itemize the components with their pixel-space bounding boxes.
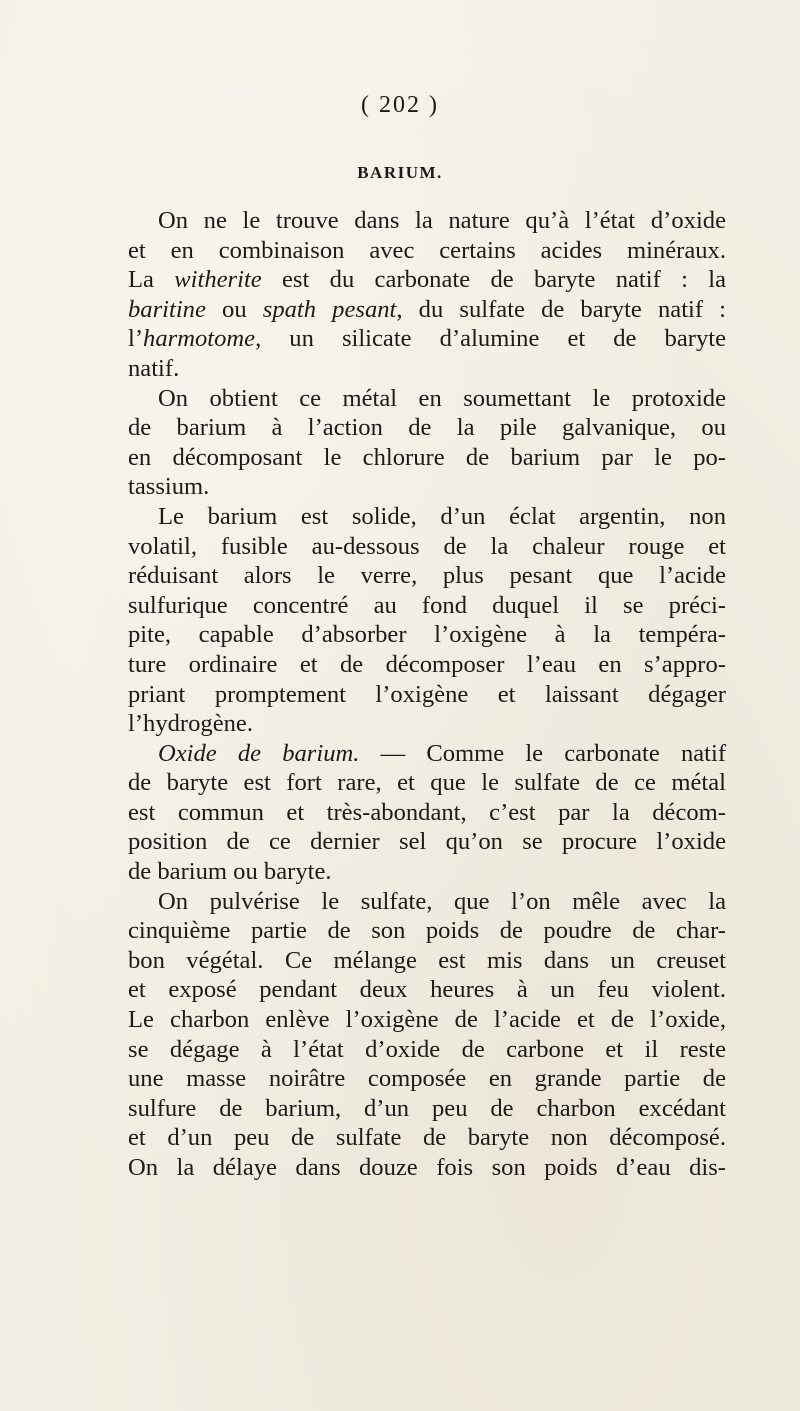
text-line [128, 532, 726, 562]
text-run: et d’un peu de sulfate de baryte non décomposé. [128, 1124, 726, 1152]
text-line [128, 946, 726, 976]
text-line [128, 591, 726, 621]
text-run: On obtient ce métal en soumettant le protoxide [158, 384, 726, 412]
text-run: , un silicate d’alumine et de baryte [255, 325, 726, 353]
text-run: l’hydrogène. [128, 710, 253, 738]
text-run: On ne le trouve dans la nature qu’à l’état d’oxide [158, 207, 726, 234]
text-run: et en combinaison avec certains acides minéraux. [128, 236, 726, 264]
paragraph [128, 887, 726, 1183]
text-line [128, 265, 726, 295]
text-line [128, 680, 726, 710]
paragraph [128, 739, 726, 887]
text-line [128, 295, 726, 325]
text-line [128, 887, 726, 917]
text-run: est commun et très-abondant, c’est par la décom- [128, 798, 726, 826]
paragraph [128, 384, 726, 502]
text-run: pite, capable d’absorber l’oxigène à la tempéra- [128, 621, 726, 649]
text-line [128, 1035, 726, 1065]
text-line [128, 650, 726, 680]
text-line [128, 1005, 726, 1035]
text-run: cinquième partie de son poids de poudre de char- [128, 917, 726, 945]
text-line [128, 413, 726, 443]
text-run: en décomposant le chlorure de barium par le po- [128, 443, 726, 471]
text-run: Le barium est solide, d’un éclat argentin, non [158, 502, 726, 530]
text-run: tassium. [128, 473, 210, 501]
text-line [128, 916, 726, 946]
text-run: une masse noirâtre composée en grande partie de [128, 1065, 726, 1093]
text-line [128, 354, 726, 384]
text-line [128, 443, 726, 473]
text-line [128, 561, 726, 591]
italic-text: witherite [174, 266, 262, 294]
text-line [128, 620, 726, 650]
text-run: bon végétal. Ce mélange est mis dans un creuset [128, 946, 726, 974]
text-run: natif. [128, 354, 180, 382]
text-run: On la délaye dans douze fois son poids d’eau dis- [128, 1154, 726, 1181]
text-run: On pulvérise le sulfate, que l’on mêle avec la [158, 887, 726, 915]
text-line [128, 768, 726, 798]
text-line [128, 206, 726, 236]
italic-text: baritine [128, 295, 206, 323]
text-run: volatil, fusible au-dessous de la chaleur rouge et [128, 532, 726, 560]
paragraph [128, 502, 726, 739]
text-line [128, 739, 726, 769]
text-run: de baryte est fort rare, et que le sulfate de ce métal [128, 769, 726, 797]
text-run: La [128, 266, 175, 294]
text-line [128, 1153, 726, 1183]
text-line [128, 975, 726, 1005]
paragraph [128, 206, 726, 384]
text-line [128, 502, 726, 532]
text-run: est du carbonate de baryte natif : la [261, 266, 726, 294]
text-run: de barium ou baryte. [128, 858, 332, 886]
text-line [128, 324, 726, 354]
text-line [128, 472, 726, 502]
text-run: sulfurique concentré au fond duquel il se préci- [128, 591, 726, 619]
text-run: sulfure de barium, d’un peu de charbon excédant [128, 1094, 726, 1122]
text-run: priant promptement l’oxigène et laissant dégager [128, 680, 726, 708]
text-run: — Comme le carbonate natif [359, 739, 727, 767]
text-line [128, 798, 726, 828]
italic-text: Oxide de barium. [158, 739, 360, 767]
italic-text: spath pesant [262, 295, 397, 323]
text-run: ture ordinaire et de décomposer l’eau en s’appro- [128, 650, 726, 678]
text-line [128, 1123, 726, 1153]
text-run: réduisant alors le verre, plus pesant que l’acide [128, 562, 726, 590]
text-run: , du sulfate de baryte natif : [396, 295, 727, 323]
page-number: ( 202 ) [361, 92, 439, 118]
text-line [128, 384, 726, 414]
text-run: Le charbon enlève l’oxigène de l’acide et de l’oxide, [128, 1006, 726, 1034]
text-run: se dégage à l’état d’oxide de carbone et il reste [128, 1035, 726, 1063]
text-line [128, 1064, 726, 1094]
text-run: position de ce dernier sel qu’on se procure l’oxide [128, 828, 726, 856]
text-run: et exposé pendant deux heures à un feu violent. [128, 976, 726, 1004]
text-line [128, 1094, 726, 1124]
text-line [128, 236, 726, 266]
text-line [128, 857, 726, 887]
italic-text: harmotome [143, 325, 256, 353]
section-title: BARIUM. [357, 163, 443, 182]
text-line [128, 827, 726, 857]
body-text [128, 206, 726, 1183]
text-line [128, 709, 726, 739]
text-run: ou [205, 295, 263, 323]
text-run: de barium à l’action de la pile galvanique, ou [128, 414, 726, 442]
text-run: l’ [128, 325, 144, 353]
